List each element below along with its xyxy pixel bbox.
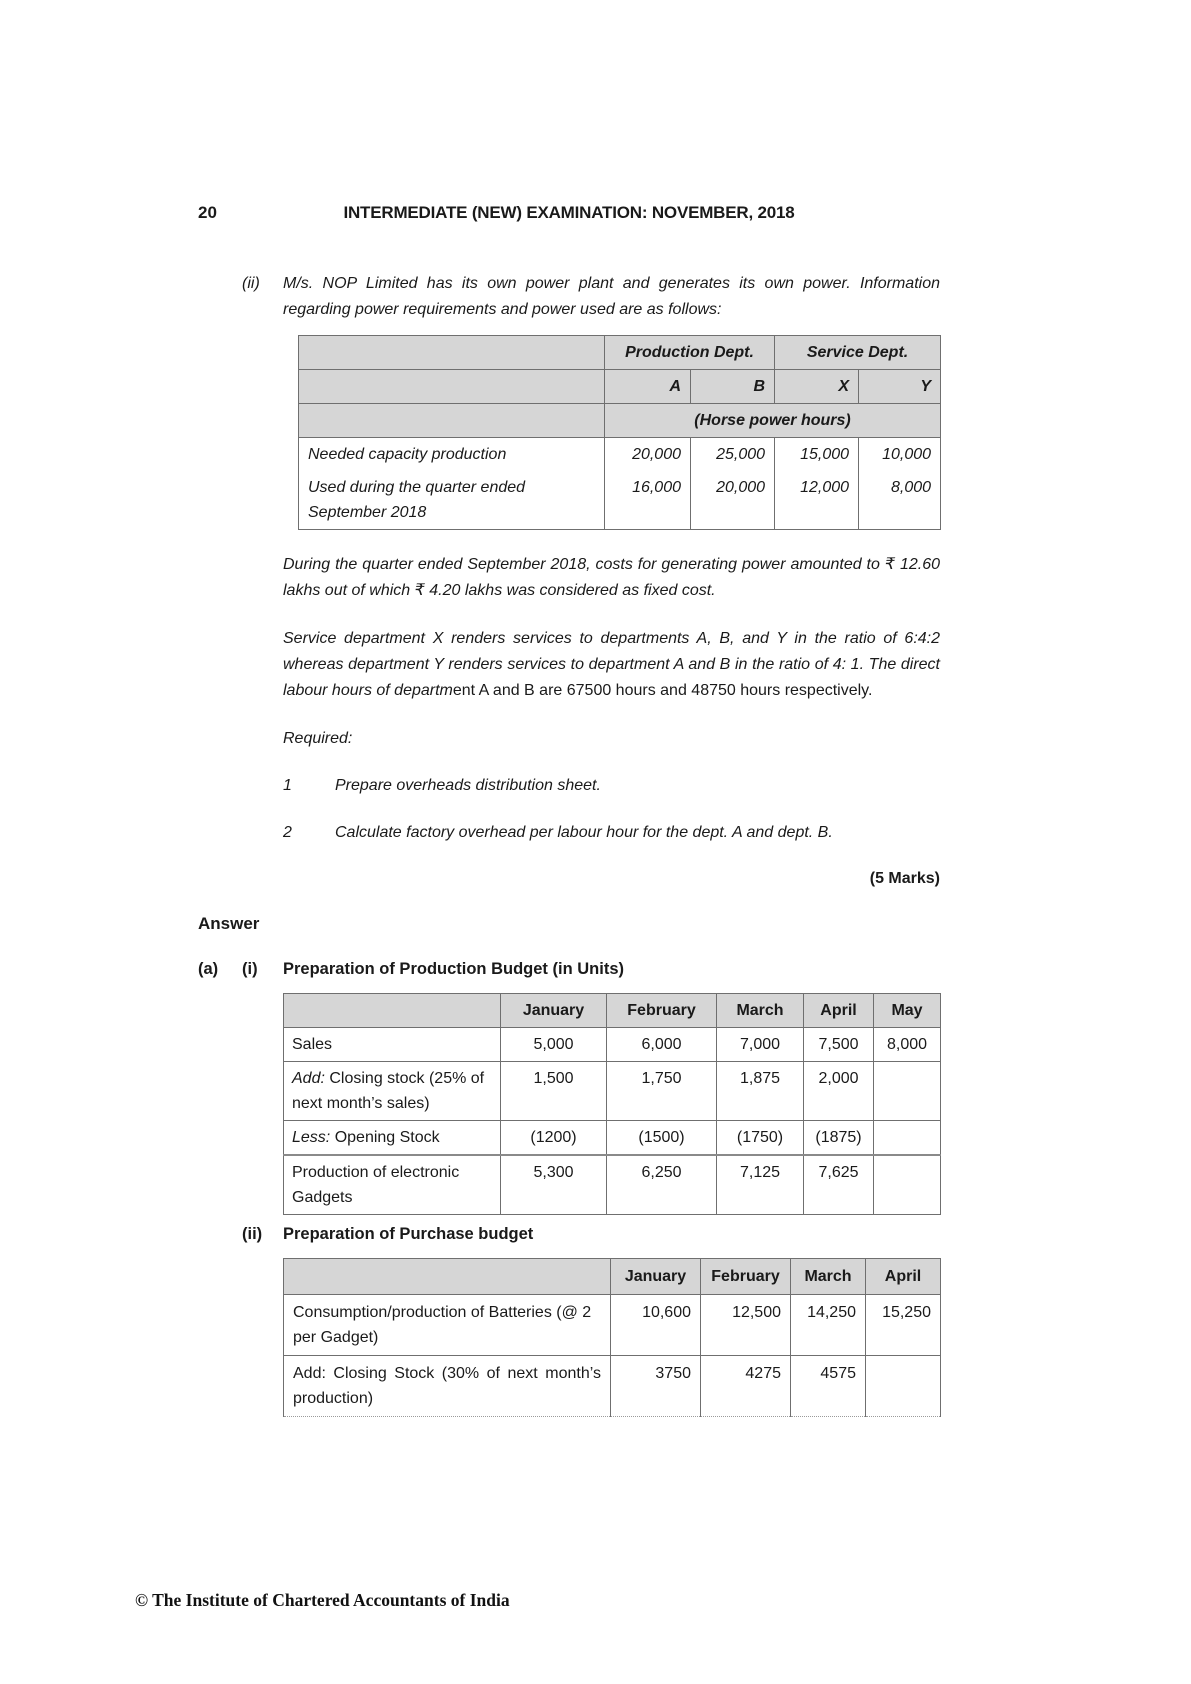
- table-cell: 15,250: [866, 1295, 941, 1356]
- table-row: [284, 1028, 941, 1062]
- row-label: Used during the quarter ended September 2018: [299, 471, 605, 530]
- table-cell: 4575: [791, 1356, 866, 1417]
- paragraph-service: [283, 626, 940, 704]
- column-header-x: X: [775, 370, 859, 404]
- table-cell: 4275: [701, 1356, 791, 1417]
- row-label-text: Closing stock (25% of next month’s sales): [292, 1070, 485, 1112]
- row-label: Production of electronic Gadgets: [284, 1155, 501, 1215]
- production-budget-title: Preparation of Production Budget (in Units): [283, 960, 624, 978]
- required-item-text: Calculate factory overhead per labour hour for the dept. A and dept. B.: [335, 824, 833, 841]
- table-cell: [874, 1155, 941, 1215]
- paragraph-cost: During the quarter ended September 2018, costs for generating power amounted to ₹ 12.60 lakhs out of which ₹ 4.20 lakhs was considered as fixed cost.: [283, 556, 940, 599]
- table-cell: (1750): [717, 1121, 804, 1156]
- table-cell: 7,000: [717, 1028, 804, 1062]
- unit-header: (Horse power hours): [605, 404, 941, 438]
- required-item-1: [283, 773, 940, 799]
- table-row: [299, 471, 941, 530]
- table-cell: 7,125: [717, 1155, 804, 1215]
- page-header: [198, 203, 940, 225]
- purchase-budget-title: Preparation of Purchase budget: [283, 1225, 534, 1243]
- table-cell: 7,500: [804, 1028, 874, 1062]
- part-a-label: (a): [198, 960, 219, 978]
- answer-part-a-row: [198, 960, 940, 979]
- table-cell: 6,250: [607, 1155, 717, 1215]
- table-row: [284, 1295, 941, 1356]
- power-requirements-table: [298, 335, 941, 530]
- month-header: May: [874, 994, 941, 1028]
- table-cell: 5,000: [501, 1028, 607, 1062]
- table-cell: 2,000: [804, 1062, 874, 1121]
- required-item-2: [283, 820, 940, 846]
- row-label: [284, 1062, 501, 1121]
- table-cell: 10,000: [859, 438, 941, 472]
- table-column-header-row: [299, 370, 941, 404]
- required-item-number: 2: [283, 824, 292, 841]
- table-cell: 20,000: [691, 471, 775, 530]
- empty-cell: [299, 336, 605, 370]
- table-cell: (1875): [804, 1121, 874, 1156]
- group-header-production: Production Dept.: [605, 336, 775, 370]
- question-block: [242, 271, 940, 323]
- row-label: Consumption/production of Batteries (@ 2 per Gadget): [284, 1295, 611, 1356]
- empty-cell: [284, 994, 501, 1028]
- row-label: Add: Closing Stock (30% of next month’s production): [284, 1356, 611, 1417]
- answer-heading: Answer: [198, 914, 260, 933]
- row-label: Needed capacity production: [299, 438, 605, 472]
- copyright-footer: © The Institute of Chartered Accountants of India: [135, 1590, 510, 1610]
- table-cell: 12,500: [701, 1295, 791, 1356]
- table-cell: [874, 1121, 941, 1156]
- table-cell: (1500): [607, 1121, 717, 1156]
- table-row: [299, 438, 941, 472]
- group-header-service: Service Dept.: [775, 336, 941, 370]
- table-cell: [874, 1062, 941, 1121]
- row-label-text: Opening Stock: [330, 1129, 440, 1146]
- month-header: March: [791, 1259, 866, 1295]
- table-cell: 6,000: [607, 1028, 717, 1062]
- table-row: [284, 1356, 941, 1417]
- part-ii-label: (ii): [242, 1225, 263, 1243]
- purchase-budget-table: [283, 1258, 941, 1417]
- table-row: [284, 1062, 941, 1121]
- month-header: April: [866, 1259, 941, 1295]
- month-header: January: [501, 994, 607, 1028]
- empty-cell: [299, 404, 605, 438]
- table-cell: [866, 1356, 941, 1417]
- table-cell: 25,000: [691, 438, 775, 472]
- table-cell: (1200): [501, 1121, 607, 1156]
- part-i-label: (i): [242, 960, 258, 978]
- table-cell: 15,000: [775, 438, 859, 472]
- month-header: February: [607, 994, 717, 1028]
- paragraph-service-italic: Service department X renders services to departments A, B, and Y in the ratio of 6:4:2 whereas department Y renders services to department A and B in the ratio of 4: 1. The direct labour hours of departm: [283, 630, 940, 699]
- table-cell: 5,300: [501, 1155, 607, 1215]
- column-header-y: Y: [859, 370, 941, 404]
- month-header: January: [611, 1259, 701, 1295]
- table-header-row: [284, 994, 941, 1028]
- row-label: [284, 1121, 501, 1156]
- table-row: [284, 1155, 941, 1215]
- table-cell: 1,500: [501, 1062, 607, 1121]
- table-cell: 1,875: [717, 1062, 804, 1121]
- table-cell: 7,625: [804, 1155, 874, 1215]
- row-label: Sales: [284, 1028, 501, 1062]
- table-cell: 12,000: [775, 471, 859, 530]
- question-item-label: (ii): [242, 275, 260, 292]
- empty-cell: [299, 370, 605, 404]
- marks-label: (5 Marks): [869, 870, 940, 887]
- required-item-text: Prepare overheads distribution sheet.: [335, 777, 601, 794]
- required-label: Required:: [283, 730, 353, 747]
- answer-part-ii-row: [198, 1225, 940, 1244]
- table-cell: 16,000: [605, 471, 691, 530]
- table-cell: 10,600: [611, 1295, 701, 1356]
- table-cell: 8,000: [859, 471, 941, 530]
- empty-cell: [284, 1259, 611, 1295]
- question-intro-row: [242, 271, 940, 323]
- table-group-header-row: [299, 336, 941, 370]
- row-label-prefix: Less:: [292, 1129, 331, 1146]
- table-cell: 20,000: [605, 438, 691, 472]
- page-number: 20: [198, 203, 217, 222]
- table-header-row: [284, 1259, 941, 1295]
- page-title: INTERMEDIATE (NEW) EXAMINATION: NOVEMBER, 2018: [343, 203, 795, 222]
- required-item-number: 1: [283, 777, 292, 794]
- row-label-prefix: Add:: [292, 1070, 325, 1087]
- table-row: [284, 1121, 941, 1156]
- month-header: March: [717, 994, 804, 1028]
- table-cell: 3750: [611, 1356, 701, 1417]
- question-intro-text: M/s. NOP Limited has its own power plant and generates its own power. Information regarding power requirements and power used are as follows:: [283, 275, 940, 318]
- month-header: February: [701, 1259, 791, 1295]
- production-budget-table: [283, 993, 941, 1215]
- column-header-b: B: [691, 370, 775, 404]
- column-header-a: A: [605, 370, 691, 404]
- table-cell: 8,000: [874, 1028, 941, 1062]
- required-list: [283, 773, 940, 846]
- paragraph-service-regular: ent A and B are 67500 hours and 48750 hours respectively.: [452, 682, 873, 699]
- page-content: [198, 203, 940, 1417]
- month-header: April: [804, 994, 874, 1028]
- table-cell: 1,750: [607, 1062, 717, 1121]
- table-unit-header-row: [299, 404, 941, 438]
- table-cell: 14,250: [791, 1295, 866, 1356]
